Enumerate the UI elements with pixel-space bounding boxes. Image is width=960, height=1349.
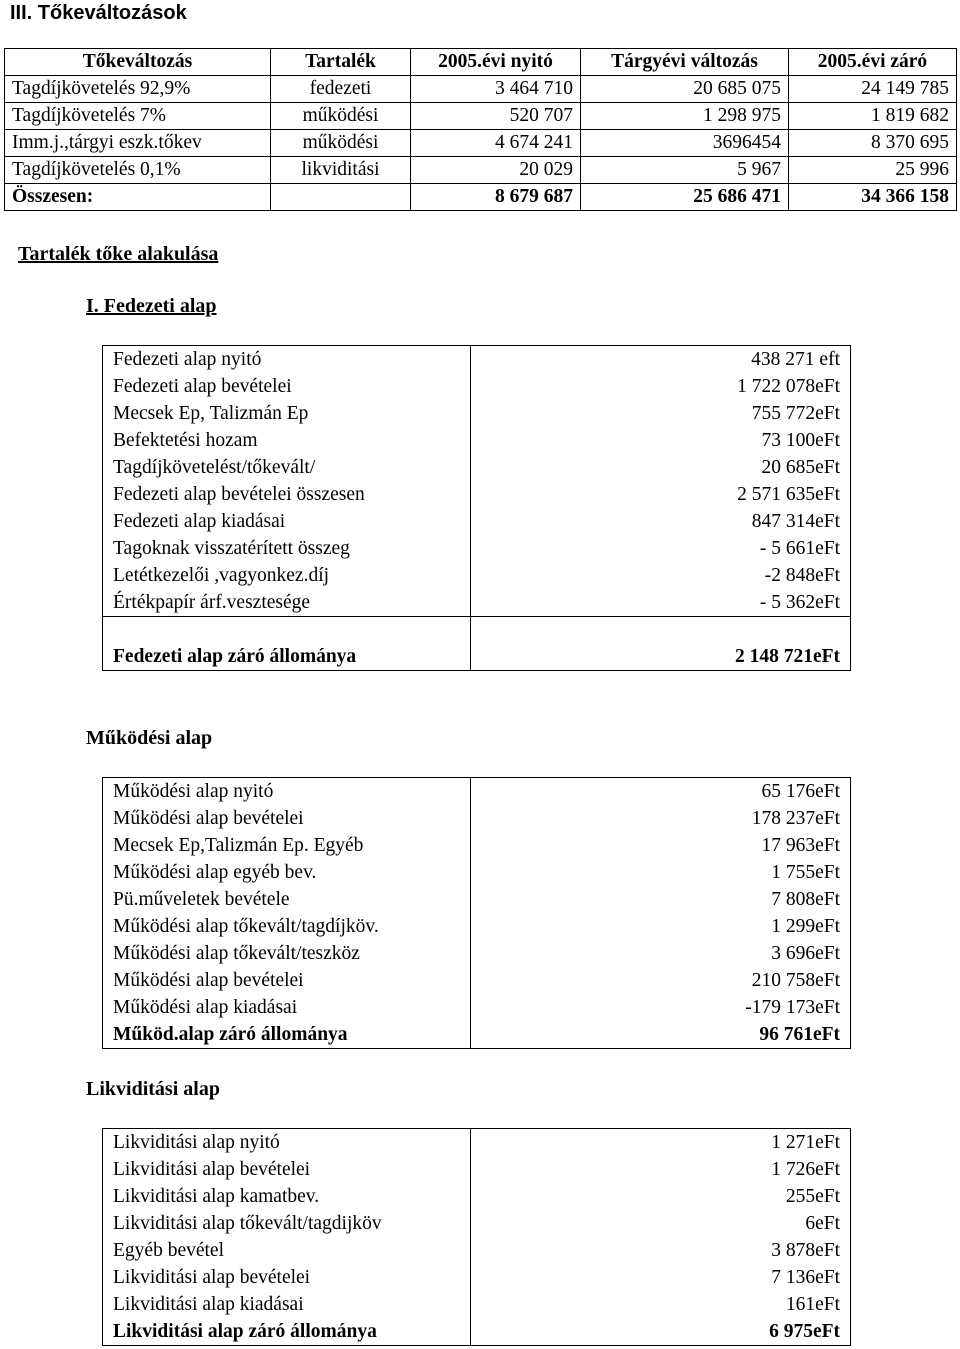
row-value: 1 726eFt	[471, 1156, 851, 1183]
table-row	[5, 103, 957, 130]
table-cell: 34 366 158	[789, 184, 957, 211]
closing-row	[103, 1318, 851, 1346]
row-value: -179 173eFt	[471, 994, 851, 1021]
row-label: Likviditási alap tőkevált/tagdijköv	[103, 1210, 471, 1237]
table-cell: 1 819 682	[789, 103, 957, 130]
likviditasi-table	[102, 1128, 851, 1346]
table-row	[5, 157, 957, 184]
table-row	[103, 346, 851, 374]
table-cell: 8 370 695	[789, 130, 957, 157]
table-cell: 20 685 075	[581, 76, 789, 103]
row-value: 7 136eFt	[471, 1264, 851, 1291]
row-value: 20 685eFt	[471, 454, 851, 481]
row-value: 438 271 eft	[471, 346, 851, 374]
row-label: Likviditási alap nyitó	[103, 1129, 471, 1157]
row-label: Működési alap nyitó	[103, 778, 471, 806]
mukodesi-table	[102, 777, 851, 1049]
row-label: Likviditási alap bevételei	[103, 1156, 471, 1183]
row-label: Fedezeti alap záró állománya	[103, 643, 471, 671]
row-label: Mecsek Ep, Talizmán Ep	[103, 400, 471, 427]
table-total-row	[5, 184, 957, 211]
table-cell: 520 707	[411, 103, 581, 130]
row-value: 755 772eFt	[471, 400, 851, 427]
mukodesi-heading: Működési alap	[86, 727, 213, 749]
table-cell: Tagdíjkövetelés 7%	[5, 103, 271, 130]
reserve-subtitle: Tartalék tőke alakulása	[18, 243, 219, 265]
table-row	[103, 805, 851, 832]
table-cell: működési	[271, 130, 411, 157]
table-cell: fedezeti	[271, 76, 411, 103]
spacer-row	[103, 617, 851, 644]
fedezeti-heading: I. Fedezeti alap	[86, 295, 217, 317]
row-label: Tagdíjkövetelést/tőkevált/	[103, 454, 471, 481]
row-label: Tagoknak visszatérített összeg	[103, 535, 471, 562]
row-value: 6eFt	[471, 1210, 851, 1237]
table-cell: 8 679 687	[411, 184, 581, 211]
table-cell: 20 029	[411, 157, 581, 184]
row-value: 96 761eFt	[471, 1021, 851, 1049]
row-label: Mecsek Ep,Talizmán Ep. Egyéb	[103, 832, 471, 859]
table-cell: 25 686 471	[581, 184, 789, 211]
row-label: Működési alap bevételei	[103, 967, 471, 994]
row-label: Működ.alap záró állománya	[103, 1021, 471, 1049]
row-value: -2 848eFt	[471, 562, 851, 589]
row-label: Likviditási alap bevételei	[103, 1264, 471, 1291]
row-value: 3 878eFt	[471, 1237, 851, 1264]
row-label: Fedezeti alap bevételei összesen	[103, 481, 471, 508]
row-value: 1 271eFt	[471, 1129, 851, 1157]
table-cell: Tagdíjkövetelés 0,1%	[5, 157, 271, 184]
column-header: Tőkeváltozás	[5, 49, 271, 76]
row-label: Likviditási alap kiadásai	[103, 1291, 471, 1318]
table-row	[103, 1183, 851, 1210]
table-header-row	[5, 49, 957, 76]
table-row	[5, 130, 957, 157]
row-label: Értékpapír árf.vesztesége	[103, 589, 471, 617]
table-cell: Tagdíjkövetelés 92,9%	[5, 76, 271, 103]
row-label: Fedezeti alap bevételei	[103, 373, 471, 400]
row-label: Működési alap kiadásai	[103, 994, 471, 1021]
table-cell: 4 674 241	[411, 130, 581, 157]
row-label: Befektetési hozam	[103, 427, 471, 454]
row-value: 1 755eFt	[471, 859, 851, 886]
row-value: 161eFt	[471, 1291, 851, 1318]
table-cell: működési	[271, 103, 411, 130]
table-row	[103, 886, 851, 913]
table-cell: 24 149 785	[789, 76, 957, 103]
row-value: 17 963eFt	[471, 832, 851, 859]
table-row	[103, 859, 851, 886]
table-row	[103, 832, 851, 859]
table-row	[103, 778, 851, 806]
table-cell: 5 967	[581, 157, 789, 184]
fedezeti-table	[102, 345, 851, 671]
closing-row	[103, 643, 851, 671]
row-value: 6 975eFt	[471, 1318, 851, 1346]
row-value: 1 299eFt	[471, 913, 851, 940]
row-label: Fedezeti alap nyitó	[103, 346, 471, 374]
table-row	[103, 940, 851, 967]
table-row	[103, 562, 851, 589]
row-value: - 5 661eFt	[471, 535, 851, 562]
row-label: Egyéb bevétel	[103, 1237, 471, 1264]
table-row	[103, 1237, 851, 1264]
table-cell: Imm.j.,tárgyi eszk.tőkev	[5, 130, 271, 157]
table-cell: likviditási	[271, 157, 411, 184]
column-header: 2005.évi záró	[789, 49, 957, 76]
table-cell: 1 298 975	[581, 103, 789, 130]
table-row	[5, 76, 957, 103]
table-row	[103, 508, 851, 535]
table-cell: 25 996	[789, 157, 957, 184]
row-value: 210 758eFt	[471, 967, 851, 994]
likviditasi-heading: Likviditási alap	[86, 1078, 220, 1100]
row-value: 7 808eFt	[471, 886, 851, 913]
column-header: Tárgyévi változás	[581, 49, 789, 76]
table-row	[103, 589, 851, 617]
table-row	[103, 1291, 851, 1318]
row-label: Működési alap egyéb bev.	[103, 859, 471, 886]
row-value: 3 696eFt	[471, 940, 851, 967]
table-row	[103, 994, 851, 1021]
row-value: 65 176eFt	[471, 778, 851, 806]
table-row	[103, 454, 851, 481]
table-row	[103, 913, 851, 940]
table-row	[103, 400, 851, 427]
table-cell: Összesen:	[5, 184, 271, 211]
row-value: 847 314eFt	[471, 508, 851, 535]
row-label: Működési alap bevételei	[103, 805, 471, 832]
spacer-cell	[103, 617, 471, 644]
row-value: 2 148 721eFt	[471, 643, 851, 671]
spacer-cell	[471, 617, 851, 644]
table-row	[103, 1156, 851, 1183]
capital-changes-table	[4, 48, 957, 211]
row-value: 178 237eFt	[471, 805, 851, 832]
table-cell: 3696454	[581, 130, 789, 157]
row-value: 73 100eFt	[471, 427, 851, 454]
row-label: Pü.műveletek bevétele	[103, 886, 471, 913]
row-label: Működési alap tőkevált/tagdíjköv.	[103, 913, 471, 940]
row-label: Likviditási alap záró állománya	[103, 1318, 471, 1346]
table-row	[103, 427, 851, 454]
closing-row	[103, 1021, 851, 1049]
row-value: 2 571 635eFt	[471, 481, 851, 508]
table-row	[103, 1210, 851, 1237]
row-label: Likviditási alap kamatbev.	[103, 1183, 471, 1210]
row-label: Működési alap tőkevált/teszköz	[103, 940, 471, 967]
table-row	[103, 535, 851, 562]
table-row	[103, 1129, 851, 1157]
table-cell: 3 464 710	[411, 76, 581, 103]
row-label: Letétkezelői ,vagyonkez.díj	[103, 562, 471, 589]
row-label: Fedezeti alap kiadásai	[103, 508, 471, 535]
table-row	[103, 481, 851, 508]
row-value: 255eFt	[471, 1183, 851, 1210]
row-value: - 5 362eFt	[471, 589, 851, 617]
column-header: Tartalék	[271, 49, 411, 76]
table-cell	[271, 184, 411, 211]
table-row	[103, 373, 851, 400]
table-row	[103, 967, 851, 994]
column-header: 2005.évi nyitó	[411, 49, 581, 76]
section-title: III. Tőkeváltozások	[10, 2, 187, 24]
table-row	[103, 1264, 851, 1291]
row-value: 1 722 078eFt	[471, 373, 851, 400]
